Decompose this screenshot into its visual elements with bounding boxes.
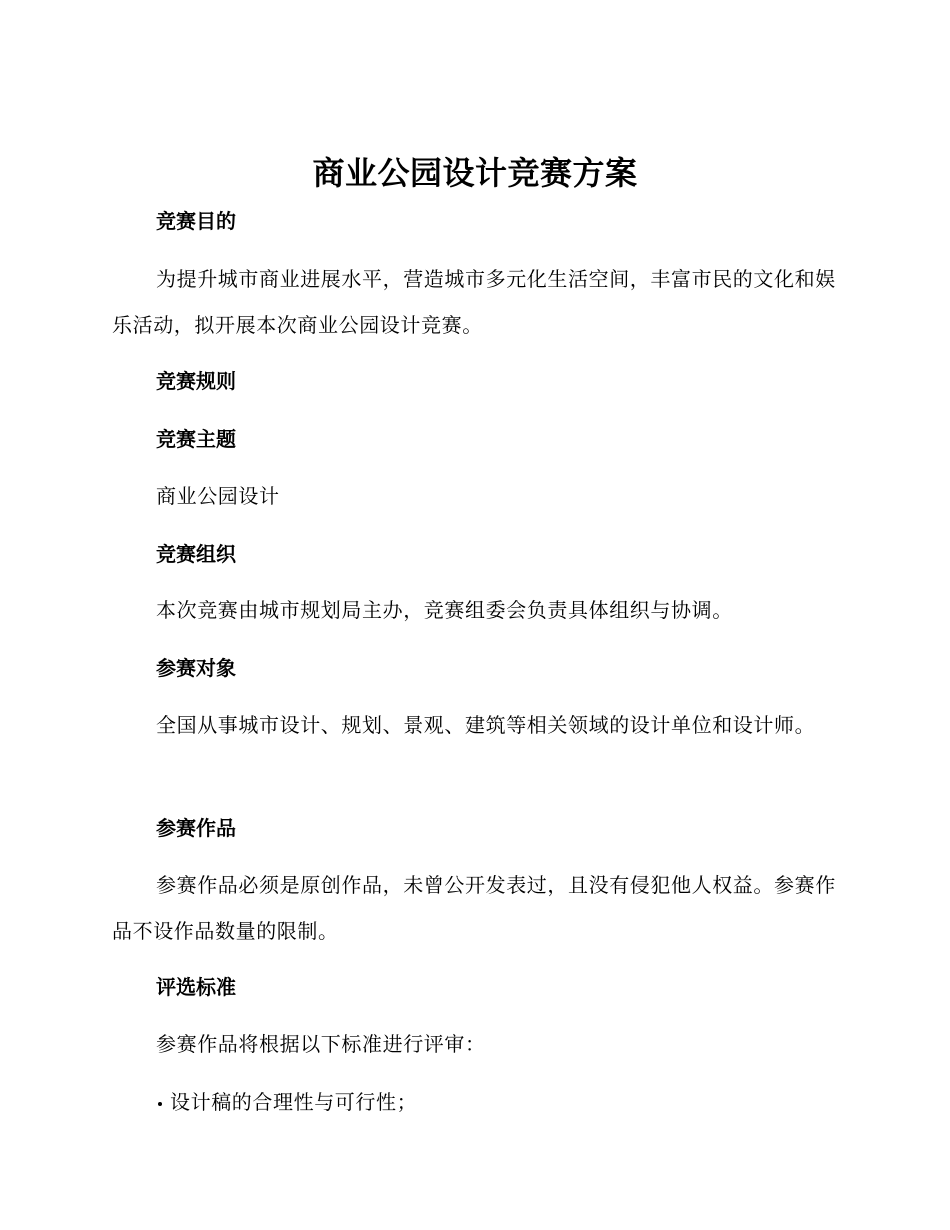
- paragraph-purpose: 为提升城市商业进展水平，营造城市多元化生活空间，丰富市民的文化和娱乐活动，拟开展本次商业公园设计竞赛。: [112, 267, 836, 337]
- heading-organization: 竞赛组织: [156, 542, 236, 566]
- list-item: [156, 1087, 417, 1117]
- heading-participants: 参赛对象: [156, 656, 236, 680]
- paragraph-criteria-intro: 参赛作品将根据以下标准进行评审：: [156, 1032, 486, 1056]
- paragraph-organization: 本次竞赛由城市规划局主办，竞赛组委会负责具体组织与协调。: [156, 598, 733, 622]
- list-item-text: 设计稿的合理性与可行性；: [170, 1090, 418, 1114]
- paragraph-theme: 商业公园设计: [156, 484, 280, 508]
- heading-theme: 竞赛主题: [156, 427, 236, 451]
- heading-criteria: 评选标准: [156, 975, 236, 999]
- paragraph-works: 参赛作品必须是原创作品，未曾公开发表过，且没有侵犯他人权益。参赛作品不设作品数量的限制。: [112, 873, 836, 943]
- document-title: 商业公园设计竞赛方案: [312, 154, 638, 192]
- heading-works: 参赛作品: [156, 816, 236, 840]
- bullet-icon: [158, 1102, 162, 1106]
- heading-purpose: 竞赛目的: [156, 209, 236, 233]
- heading-rules: 竞赛规则: [156, 369, 236, 393]
- paragraph-participants: 全国从事城市设计、规划、景观、建筑等相关领域的设计单位和设计师。: [156, 713, 816, 737]
